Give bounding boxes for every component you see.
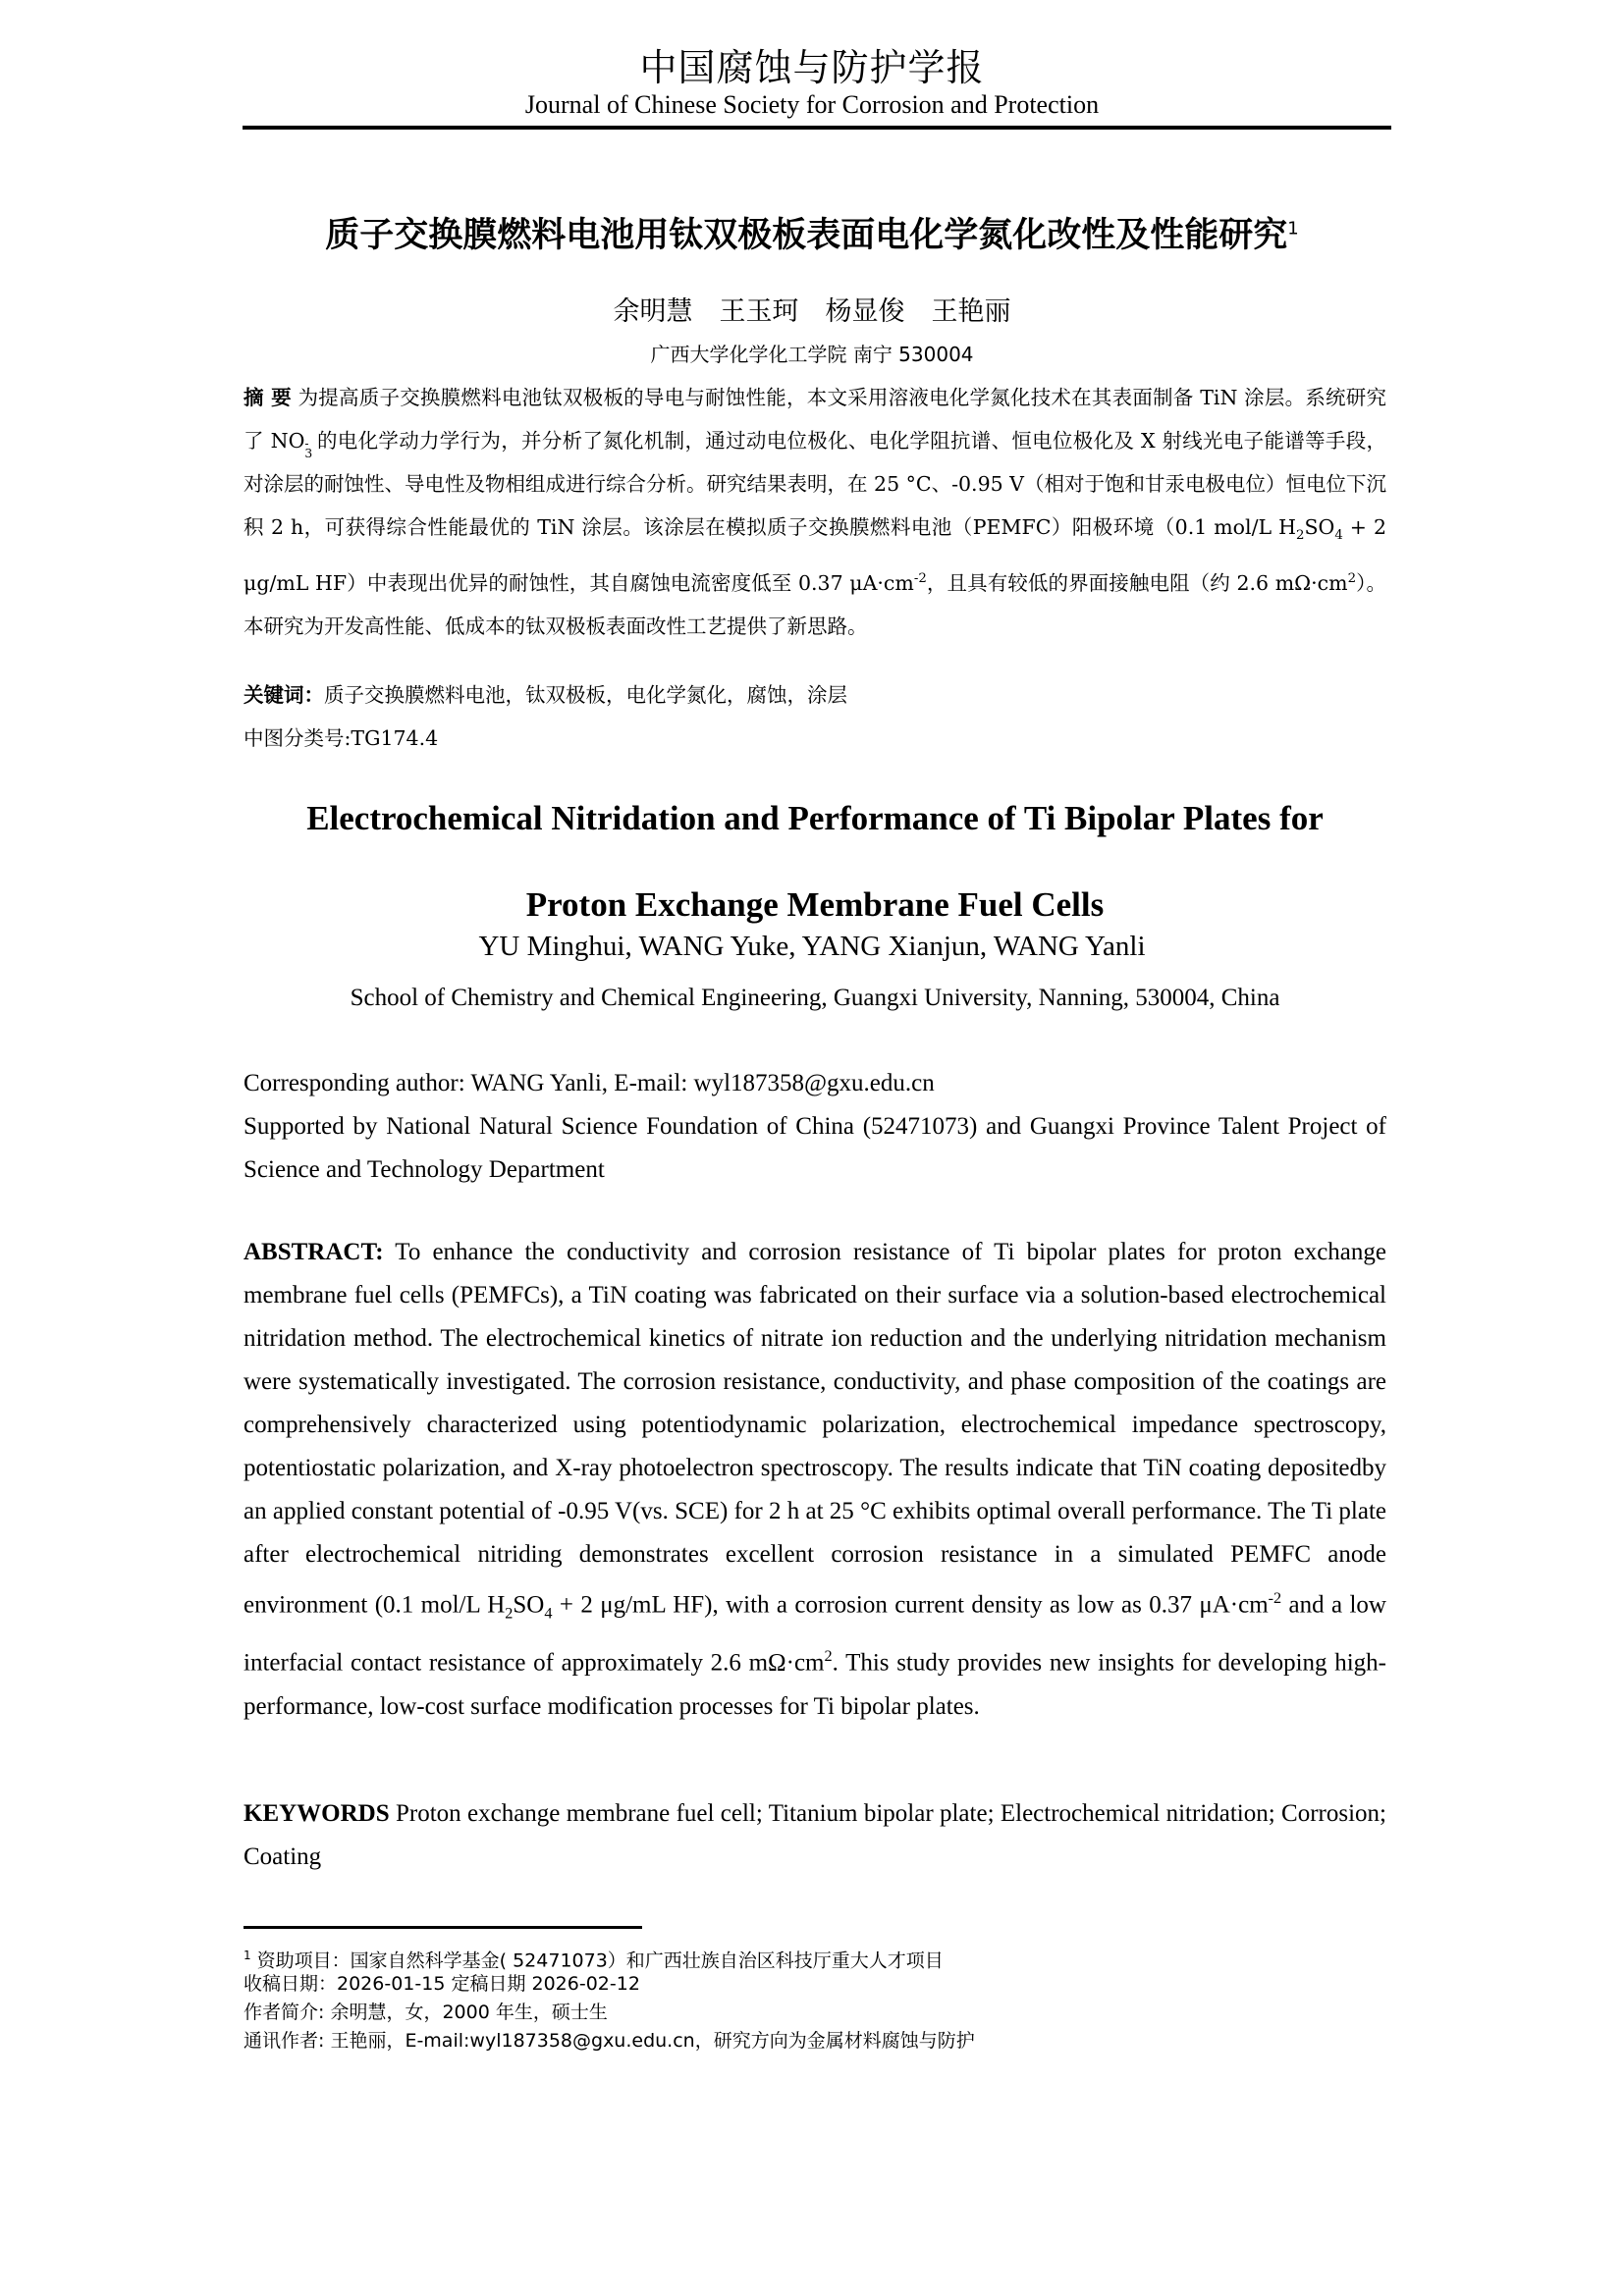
keywords-en-text: Proton exchange membrane fuel cell; Titanium bipolar plate; Electrochemical nitridation; Corrosion; Coating bbox=[244, 1800, 1386, 1870]
abstract-cn-sup: 2 bbox=[1347, 571, 1357, 587]
keywords-en-label: KEYWORDS bbox=[244, 1800, 390, 1827]
abstract-en-label: ABSTRACT: bbox=[244, 1239, 384, 1265]
footnote-mark: 1 bbox=[244, 1949, 251, 1962]
abstract-cn-text: SO bbox=[1304, 515, 1335, 539]
abstract-en-text: SO bbox=[513, 1591, 545, 1619]
keywords-cn bbox=[244, 673, 1386, 717]
footnote-corresponding: 通讯作者: 王艳丽，E-mail:wyl187358@gxu.edu.cn，研究方向为金属材料腐蚀与防护 bbox=[244, 2030, 975, 2052]
abstract-en-text: and a low interfacial contact resistance of approximately 2.6 mΩ·cm bbox=[244, 1591, 1386, 1677]
keywords-en bbox=[244, 1792, 1386, 1879]
footnote-author-bio: 作者简介: 余明慧，女，2000 年生，硕士生 bbox=[244, 2002, 608, 2023]
abstract-cn-text: ）。本研究为开发高性能、低成本的钛双极板表面改性工艺提供了新思路。 bbox=[244, 570, 1387, 638]
abstract-en bbox=[244, 1231, 1386, 1729]
abstract-en-text: . This study provides new insights for developing high-performance, low-cost surface modification processes for Ti bipolar plates. bbox=[244, 1649, 1386, 1720]
abstract-cn-sub: 2 bbox=[1295, 528, 1305, 544]
abstract-cn-sup: - bbox=[304, 436, 309, 451]
footnote-rule bbox=[244, 1926, 642, 1929]
classification-number: 中图分类号:TG174.4 bbox=[244, 726, 439, 750]
abstract-cn-text: ，且具有较低的界面接触电阻（约 2.6 mΩ·cm bbox=[926, 570, 1348, 595]
abstract-en-sub: 4 bbox=[544, 1604, 553, 1623]
title-en bbox=[244, 775, 1386, 948]
abstract-cn-sup: -2 bbox=[913, 571, 927, 587]
footnote-funding-text: 资助项目：国家自然科学基金( 52471073）和广西壮族自治区科技厅重大人才项目 bbox=[256, 1949, 944, 1972]
corresponding-author-en: Corresponding author: WANG Yanli, E-mail: wyl187358@gxu.edu.cn bbox=[244, 1070, 935, 1096]
title-footnote-mark: 1 bbox=[1287, 218, 1299, 240]
authors-en: YU Minghui, WANG Yuke, YANG Xianjun, WANG Yanli bbox=[478, 931, 1146, 962]
title-cn-text: 质子交换膜燃料电池用钛双极板表面电化学氮化改性及性能研究 bbox=[325, 216, 1288, 255]
abstract-cn-text: 为提高质子交换膜燃料电池钛双极板的导电与耐蚀性能，本文采用溶液电化学氮化技术在其表面制备 TiN 涂层。系统研究了 NO bbox=[244, 386, 1386, 453]
abstract-cn-sub: 4 bbox=[1334, 528, 1343, 544]
abstract-en-sup: -2 bbox=[1268, 1589, 1282, 1607]
affiliation-en: School of Chemistry and Chemical Engineering, Guangxi University, Nanning, 530004, China bbox=[350, 985, 1280, 1011]
abstract-cn-text: + 2 μg/mL HF）中表现出优异的耐蚀性，其自腐蚀电流密度低至 0.37 μA·cm bbox=[244, 515, 1386, 595]
journal-name-en: Journal of Chinese Society for Corrosion and Protection bbox=[524, 90, 1100, 119]
title-cn bbox=[0, 208, 1624, 257]
abstract-cn bbox=[244, 376, 1386, 648]
abstract-cn-text: 的电化学动力学行为，并分析了氮化机制，通过动电位极化、电化学阻抗谱、恒电位极化及 X 射线光电子能谱等手段，对涂层的耐蚀性、导电性及物相组成进行综合分析。研究结果表明，在 25 °C、-0.95 V（相对于饱和甘汞电极电位）恒电位下沉积 2 h，可获得综合性能最优的 TiN 涂层。该涂层在模拟质子交换膜燃料电池（PEMFC）阳极环境（0.1 mol/L H bbox=[244, 429, 1386, 539]
funding-en: Supported by National Natural Science Foundation of China (52471073) and Guangxi Province Talent Project of Science and Technology Department bbox=[244, 1113, 1386, 1183]
journal-name-cn: 中国腐蚀与防护学报 bbox=[639, 48, 985, 89]
abstract-en-text: + 2 μg/mL HF), with a corrosion current density as low as 0.37 μA·cm bbox=[552, 1591, 1269, 1619]
title-en-line2: Proton Exchange Membrane Fuel Cells bbox=[525, 885, 1105, 924]
title-en-line1: Electrochemical Nitridation and Performance of Ti Bipolar Plates for bbox=[306, 799, 1324, 837]
header-rule bbox=[243, 126, 1391, 130]
abstract-cn-sub: 3 bbox=[304, 446, 313, 460]
affiliation-cn: 广西大学化学化工学院 南宁 530004 bbox=[650, 343, 974, 366]
footnote-dates: 收稿日期：2026-01-15 定稿日期 2026-02-12 bbox=[244, 1973, 640, 1995]
keywords-cn-label: 关键词： bbox=[244, 683, 324, 707]
abstract-cn-label: 摘 要 bbox=[244, 386, 292, 409]
authors-cn: 余明慧 王玉珂 杨显俊 王艳丽 bbox=[613, 296, 1011, 327]
abstract-en-sub: 2 bbox=[505, 1604, 514, 1623]
abstract-en-sup: 2 bbox=[824, 1647, 833, 1666]
keywords-cn-text: 质子交换膜燃料电池，钛双极板，电化学氮化，腐蚀，涂层 bbox=[324, 683, 847, 707]
abstract-en-text: To enhance the conductivity and corrosion resistance of Ti bipolar plates for proton exchange membrane fuel cells (PEMFCs), a TiN coating was fabricated on their surface via a solution-based electrochemical nitridation method. The electrochemical kinetics of nitrate ion reduction and the underlying nitridation mechanism were systematically investigated. The corrosion resistance, conductivity, and phase composition of the coatings are comprehensively characterized using potentiodynamic polarization, electrochemical impedance spectroscopy, potentiostatic polarization, and X-ray photoelectron spectroscopy. The results indicate that TiN coating depositedby an applied constant potential of -0.95 V(vs. SCE) for 2 h at 25 °C exhibits optimal overall performance. The Ti plate after electrochemical nitriding demonstrates excellent corrosion resistance in a simulated PEMFC anode environment (0.1 mol/L H bbox=[244, 1239, 1386, 1619]
